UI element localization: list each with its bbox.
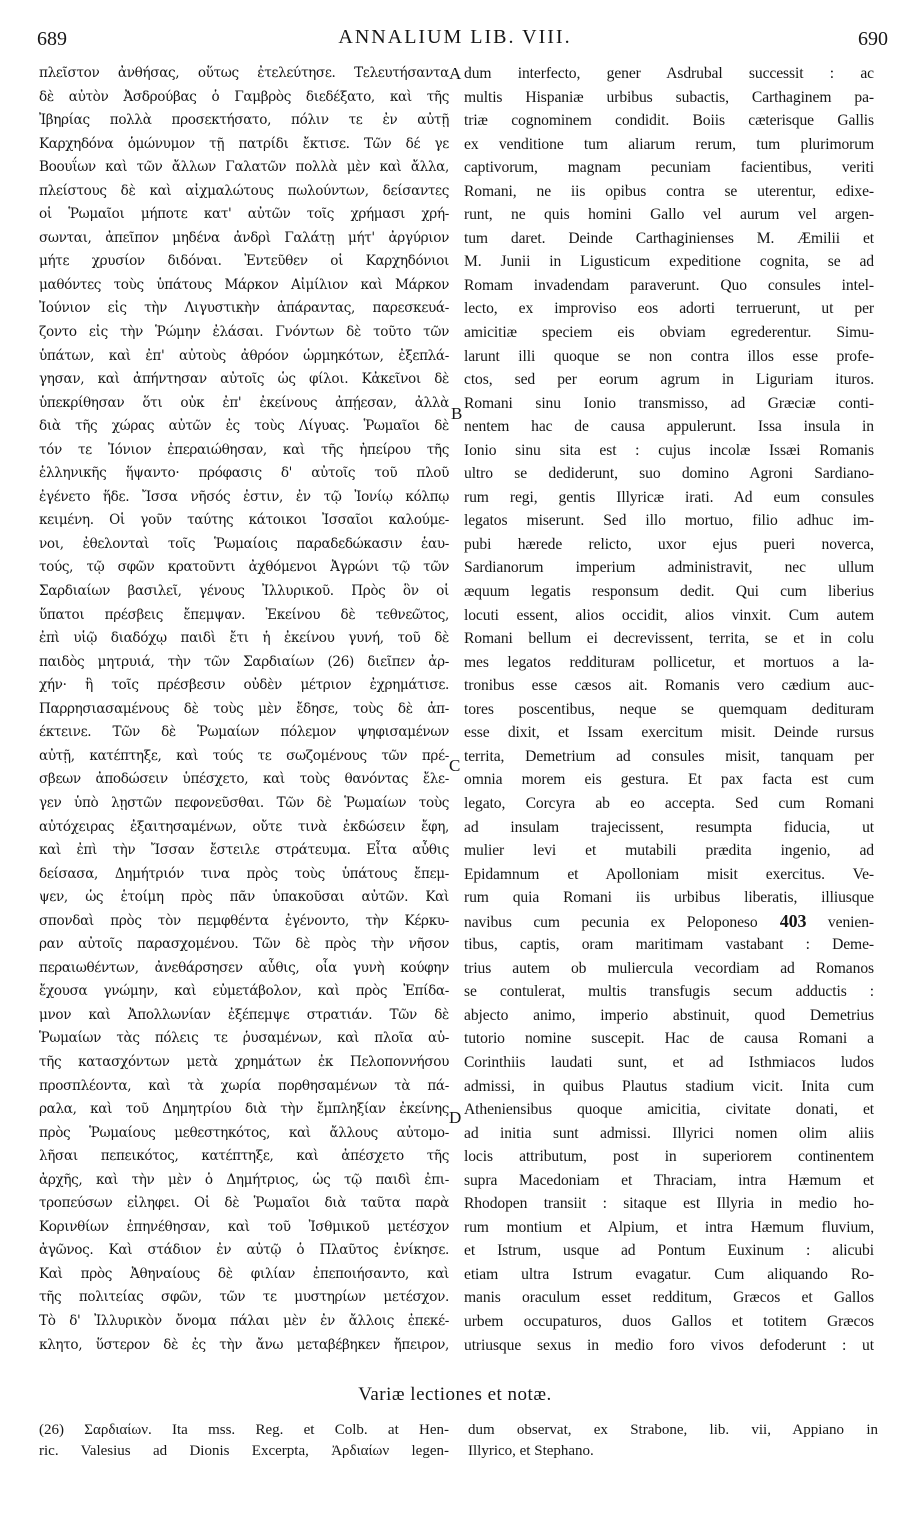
margin-marker-d: D — [449, 1108, 462, 1127]
latin-text-line: ctos, sed per eorum agrum in Liguriam ituros. — [464, 371, 874, 389]
latin-text-line: locuti essent, alios occidit, alios vinxit. Cum autem — [464, 606, 874, 624]
greek-text-line: προσπλέοντα, καὶ τὰ χωρία πορθησαμένων τὰ πά- — [39, 1077, 449, 1094]
greek-text-line: καὶ ἐπὶ τὴν Ἴσσαν ἔστειλε στράτευμα. Εἶτα αὖθις — [39, 842, 449, 859]
greek-text-line: πλεῖστον ἀνθήσας, οὕτως ἐτελεύτησε. Τελευτήσαντα — [39, 65, 449, 81]
greek-text-line: μνον καὶ Ἀπολλωνίαν ἐξέπεμψε στρατιάν. Τῶν δὲ — [39, 1006, 449, 1023]
latin-text-line: tronibus esse cæsos ait. Romanis vero cædium auc- — [464, 677, 874, 695]
notes-title: Variæ lectiones et notæ. — [358, 1384, 552, 1405]
latin-text-line: lecto, ex improviso eos adorti terruerunt, ut per — [464, 300, 874, 318]
latin-text-line: Romani sinu Ionio transmisso, ad Græciæ conti- — [464, 394, 874, 412]
greek-text-line: τούς, τῷ σφῶν κρατοῦντι ἀχθόμενοι Ἀγρώνι τῷ τῶν — [39, 559, 449, 576]
latin-text-line: legatos miserunt. Sed illo mortuo, filio adhuc im- — [464, 512, 874, 530]
note-line: Illyrico, et Stephano. — [468, 1443, 594, 1459]
latin-text-line: Epidamnum et Apolloniam misit exercitus. Ve- — [464, 865, 874, 883]
latin-text-line: rum regi, gentis Illyricæ irati. Ad eum consules — [464, 488, 874, 506]
greek-text-line: ψεν, ὡς ἑτοίμη πρὸς πᾶν ὑπακοῦσαι αὐτῶν. Καὶ — [39, 889, 449, 906]
greek-text-line: διὰ τῆς χώρας αὐτῶν ἐς τοὺς Λίγυας. Ῥωμαῖοι δὲ — [39, 418, 449, 435]
page-header — [0, 6, 910, 50]
latin-text-line: captivorum, magnam pecuniam facientibus, veriti — [464, 159, 874, 177]
latin-text-line: tores poscentibus, neque se quemquam dedituram — [464, 700, 874, 718]
latin-text-line: territa, Demetrium ad consules misit, tanquam per — [464, 747, 874, 765]
latin-text-line: etiam ultra Istrum evagatur. Cum aliquando Ro- — [464, 1265, 874, 1283]
latin-text-line: Romani, ne iis opibus contra se uterentur, edixe- — [464, 182, 874, 200]
greek-text-line: Κορινθίων ἐπηνέθησαν, καὶ τοῦ Ἰσθμικοῦ μετέσχον — [39, 1218, 449, 1235]
greek-text-line: μήτε χρυσίον διδόναι. Ἐντεῦθεν οἱ Καρχηδόνιοι — [39, 253, 449, 270]
greek-text-line: έκτεινε. Τῶν δὲ Ῥωμαίων πόλεμον ψηφισαμένων — [39, 724, 449, 741]
greek-text-line: ἔχουσα γνώμην, καὶ εὐμετάβολον, καὶ πρὸς Ἐπίδα- — [39, 983, 449, 1000]
latin-text-line: multis Hispaniæ urbibus subactis, Carthaginem pa- — [464, 88, 874, 106]
latin-text-line: mulier levi et mutabili prædita ingenio, ad — [464, 842, 874, 860]
running-title: ANNALIUM LIB. VIII. — [338, 26, 572, 48]
latin-text-line: esse dixit, et Issam exercitum misit. Deinde rursus — [464, 724, 874, 742]
latin-text-line: admissi, in quibus Plautus stadium vicit. Inita cum — [464, 1077, 874, 1095]
greek-text-line: Σαρδιαίων βασιλεῖ, γένους Ἰλλυρικοῦ. Πρὸς ὃν οἱ — [39, 583, 449, 600]
margin-marker-a: A — [449, 64, 462, 83]
latin-text-line: ex venditione tum aliarum rerum, tum plurimorum — [464, 135, 874, 153]
latin-text-line: ultro se dediderunt, suo domino Agroni Sardiano- — [464, 465, 874, 483]
latin-text-line: nentem hac de causa appulerunt. Issa insula in — [464, 418, 874, 436]
greek-text-line: ὑπάτων, καὶ ἐπ' αὐτοὺς ἀθρόον ὡρμηκότων, ἐξεπλά- — [39, 347, 449, 364]
greek-text-line: Ἰούνιον εἰς τὴν Λιγυστικὴν ἀπάραντας, παρεσκευά- — [39, 300, 449, 317]
note-line: (26) Σαρδιαίων. Ita mss. Reg. et Colb. at Hen- — [39, 1422, 449, 1438]
greek-text-line: παιδὸς μητρυιά, τὴν τῶν Σαρδιαίων (26) διεῖπεν ἀρ- — [39, 653, 449, 670]
greek-text-line: γησαν, καὶ ἀπήντησαν αὐτοῖς ὡς φίλοι. Κἀκεῖνοι δὲ — [39, 371, 449, 388]
latin-text-line: et Istrum, usque ad Pontum Euxinum : alicubi — [464, 1242, 874, 1260]
greek-text-line: Βοουΐων καὶ τῶν ἄλλων Γαλατῶν πολλὰ μὲν καὶ ἄλλα, — [39, 159, 449, 176]
greek-text-line: ἀγῶνος. Καὶ στάδιον ἐν αὐτῷ ὁ Πλαῦτος ἐνίκησε. — [39, 1242, 449, 1259]
greek-text-line: ἀρχῆς, καὶ τὴν μὲν ὁ Δημήτριος, ὡς τῷ παιδὶ ἐπι- — [39, 1171, 449, 1188]
line-continuation: venien- — [806, 913, 874, 931]
latin-text-column — [464, 62, 874, 1357]
latin-text-line: tutorio nomine suscepit. Hac de causa Romani a — [464, 1030, 874, 1048]
margin-marker-c: C — [449, 756, 461, 775]
latin-text-line: Romam invadendam paraverunt. Quo consules intel- — [464, 276, 874, 294]
page-number-right: 690 — [858, 28, 888, 50]
greek-text-line: περαιωθέντων, ἀνεθάρσησεν αὖθις, οἷα γυνὴ κούφην — [39, 959, 449, 976]
greek-text-line: χήν· ἣ τοῖς πρέσβεσιν οὐδὲν μέτριον ἐχρημάτισε. — [39, 677, 449, 694]
greek-text-line: σβεων ἀποδώσειν ὑπέσχετο, καὶ τοὺς θανόντας ἔλε- — [39, 771, 449, 788]
greek-text-line: πλείστους δὲ καὶ αἰχμαλώτους πωλούντων, δείσαντες — [39, 182, 449, 199]
greek-text-line: ἐγένετο ἥδε. Ἴσσα νῆσός ἐστιν, ἐν τῷ Ἰονίῳ κόλπῳ — [39, 488, 449, 505]
notes-right-column — [468, 1420, 878, 1462]
latin-text-line: dum interfecto, gener Asdrubal successit : ac — [464, 65, 874, 82]
latin-text-line: tibus, captis, oram maritimam vastabant : Deme- — [464, 936, 874, 954]
greek-text-line: ραν αὐτοῖς παρασχομένου. Τῶν δὲ πρὸς τὴν νῆσον — [39, 936, 449, 953]
latin-text-line: larunt illi quoque se non contra illos esse profe- — [464, 347, 874, 365]
latin-text-line: manis oraculum esset redditum, Græcos et Gallos — [464, 1289, 874, 1307]
latin-text-line: navibus cum pecunia ex Peloponeso 403 venien- — [464, 910, 874, 931]
latin-text-line: trius autem ob muliercula vecordiam ad Romanos — [464, 959, 874, 977]
greek-text-line: Τὸ δ' Ἰλλυρικὸν ὄνομα πάλαι μὲν ἐν ἄλλοις ἐπεκέ- — [39, 1312, 449, 1329]
greek-text-line: Καρχηδόνα ὁμώνυμον τῇ πατρίδι ἔκτισε. Τῶν δέ γε — [39, 135, 449, 152]
latin-text-line: ad initia sunt admissi. Illyrici nomen olim aliis — [464, 1124, 874, 1142]
latin-text-line: ad insulam trajecissent, resumpta fiducia, ut — [464, 818, 874, 836]
margin-marker-b: B — [451, 404, 463, 423]
latin-text-line: locis attributum, post in superiorem continentem — [464, 1148, 874, 1166]
greek-text-line: ὑπεκρίθησαν ὅτι οὐκ ἐπ' ἐκείνους ἀπῄεσαν, ἀλλὰ — [39, 394, 449, 411]
greek-text-line: τόν τε Ἰόνιον ἐπεραιώθησαν, καὶ τῆς ἠπείρου τῆς — [39, 441, 449, 458]
latin-text-line: abjecto animo, imperio abstinuit, quod Demetrius — [464, 1006, 874, 1024]
greek-text-line: αὐτόχειρας ἐξαιτησαμένων, οὔτε τινὰ ἐκδώσειν ἔφη, — [39, 818, 449, 835]
latin-text-line: runt, ne quis homini Gallo vel aurum vel argen- — [464, 206, 874, 224]
latin-text-line: Ionio sinu sita est : cujus incolæ Issæi Romanis — [464, 441, 874, 459]
latin-text-line: supra Macedoniam et Thraciam, intra Hæmum et — [464, 1171, 874, 1189]
greek-text-line: νοι, ἐθελονταὶ τοῖς Ῥωμαίοις παραδεδώκασιν ἑαυ- — [39, 535, 449, 552]
greek-text-line: μαθόντες τοὺς ὑπάτους Μάρκον Αἰμίλιον καὶ Μάρκον — [39, 276, 449, 293]
greek-text-line: αὐτῇ, κατέπτηξε, καὶ τούς τε σωζομένους τῶν πρέ- — [39, 747, 449, 764]
latin-text-line: Atheniensibus quoque amicitia, civitate donati, et — [464, 1101, 874, 1119]
greek-text-line: ζοντο εἰς τὴν Ῥώμην ἐλάσαι. Γνόντων δὲ τοῦτο τῶν — [39, 324, 449, 341]
greek-text-line: ραλα, καὶ τοῦ Δημητρίου διὰ τὴν ἔμπληξίαν ἐκείνης — [39, 1101, 449, 1118]
greek-text-line: ἑλληνικῆς ἥψαντο· πρόφασις δ' αὐτοῖς τοῦ πλοῦ — [39, 465, 449, 482]
greek-text-line: οἱ Ῥωμαῖοι μήποτε κατ' αὐτῶν τοῖς χρήμασι χρή- — [39, 206, 449, 223]
latin-text-line: urbem occupaturos, duos Gallos et totitem Græcos — [464, 1312, 874, 1330]
latin-text-line: se contulerat, multis transfugis secum adductis : — [464, 983, 874, 1001]
greek-text-line: δείσασα, Δημήτριόν τινα πρὸς τοὺς ὑπάτους ἔπεμ- — [39, 865, 449, 882]
latin-text-line: Rhodopen transiit : sitaque est Illyria in medio ho- — [464, 1195, 874, 1213]
greek-text-line: πρὸς Ῥωμαίους μεθεστηκότος, καὶ ἄλλους αὐτομο- — [39, 1124, 449, 1141]
greek-text-line: λῆσαι πεπεικότος, κατέπτηξε, καὶ ἀπέσχετο τῆς — [39, 1148, 449, 1165]
greek-text-line: τῆς κατασχόντων μετὰ χρημάτων ἐκ Πελοποννήσου — [39, 1053, 449, 1070]
latin-text-line: omnia morem eis gestura. Et pax facta est cum — [464, 771, 874, 789]
greek-text-line: Ῥωμαίων τὰς πόλεις τε ῥυσαμένων, καὶ πλοῖα αὐ- — [39, 1030, 449, 1047]
greek-text-column — [39, 62, 449, 1357]
greek-text-line: Παρρησιασαμένους δὲ τοὺς μὲν ἔδησε, τοὺς δὲ ἀπ- — [39, 700, 449, 717]
latin-text-line: pubi hærede relicto, uxor ejus pueri noverca, — [464, 535, 874, 553]
notes-left-column — [39, 1420, 449, 1462]
greek-text-line: ὕπατοι πρέσβεις ἔπεμψαν. Ἐκείνου δὲ τεθνεῶτος, — [39, 606, 449, 623]
page-mark-number: 403 — [757, 910, 807, 931]
greek-text-line: Καὶ πρὸς Ἀθηναίους δὲ φιλίαν ἐπεποιήσαντο, καὶ — [39, 1265, 449, 1282]
greek-text-line: τροπεύσων εἰληφει. Οἱ δὲ Ῥωμαῖοι διὰ ταῦτα παρὰ — [39, 1195, 449, 1212]
latin-text-line: triæ cognominem condidit. Boiis cæterisque Gallis — [464, 112, 874, 130]
greek-text-line: σπονδαὶ πρὸς τὸν πεμφθέντα ἐγένοντο, τὴν Κέρκυ- — [39, 912, 449, 929]
latin-text-line: rum quia Romani iis urbibus liberatis, illiusque — [464, 889, 874, 907]
greek-text-line: κειμένη. Οἱ γοῦν ταύτης κάτοικοι Ἰσσαῖοι καλούμε- — [39, 512, 449, 529]
latin-text-line: mes legatos redditurам pollicetur, et mortuos a la- — [464, 653, 874, 671]
note-line: ric. Valesius ad Dionis Excerpta, Ἀρδιαίων legen- — [39, 1443, 449, 1459]
latin-text-line: rum montium et Alpium, et intra Hæmum fluvium, — [464, 1218, 874, 1236]
greek-text-line: ἐπὶ υἱῷ διαδόχῳ παιδὶ ἔτι ἡ ἐκείνου γυνή, τοῦ δὲ — [39, 630, 449, 647]
greek-text-line: κλητο, ὕστερον δὲ ἐς τὴν ἄνω μεταβέβηκεν ἤπειρον, — [39, 1336, 449, 1353]
greek-text-line: Ἰβηρίας πολλὰ προσεκτήσατο, πόλιν τε ἐν αὐτῇ — [39, 112, 449, 129]
latin-text-line: amicitiæ speciem eis obviam egrederentur. Simu- — [464, 324, 874, 342]
latin-text-line: tum daret. Deinde Carthaginienses M. Æmilii et — [464, 229, 874, 247]
page-number-left: 689 — [37, 28, 67, 50]
latin-text-line: M. Junii in Ligusticum expeditione cognita, se ad — [464, 253, 874, 271]
greek-text-line: δὲ αὐτὸν Ἀσδρούβας ὁ Γαμβρὸς διεδέξατο, καὶ τῆς — [39, 88, 449, 105]
latin-text-line: Romani bellum ei decrevissent, territa, se et in colu — [464, 630, 874, 648]
latin-text-line: legato, Corcyra ab eo accepta. Sed cum Romani — [464, 794, 874, 812]
greek-text-line: σωνται, ἀπεῖπον μηδένα ἀνδρὶ Γαλάτῃ μήτ' ἀργύριον — [39, 229, 449, 246]
latin-text-line: utriusque sexus in medio foro vivos defoderunt : ut — [464, 1336, 874, 1354]
latin-text-line: æquum legatis responsum dedit. Qui cum liberius — [464, 583, 874, 601]
latin-text-line: Corinthiis laudati sunt, et ad Isthmiacos ludos — [464, 1053, 874, 1071]
greek-text-line: γεν ὑπὸ λῃστῶν πεφονεῦσθαι. Τῶν δὲ Ῥωμαίων τοὺς — [39, 794, 449, 811]
note-line: dum observat, ex Strabone, lib. vii, Appiano in — [468, 1422, 878, 1438]
greek-text-line: τῆς πολιτείας σφῶν, τῶν τε μυστηρίων μετέσχον. — [39, 1289, 449, 1306]
latin-text-line: Sardianorum imperium administravit, nec ullum — [464, 559, 874, 577]
